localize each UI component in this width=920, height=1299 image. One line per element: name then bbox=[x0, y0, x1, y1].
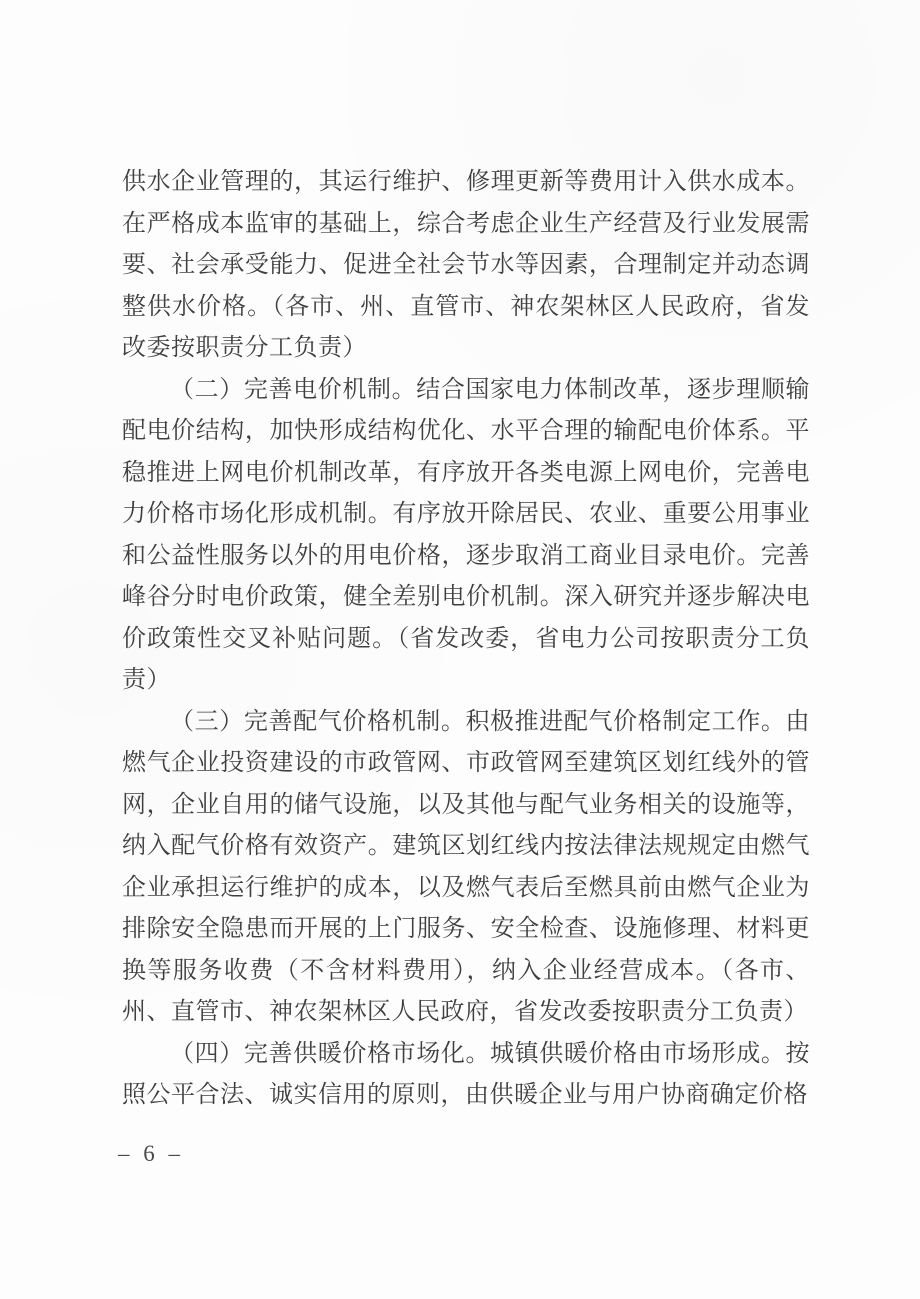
document-body bbox=[122, 162, 810, 1117]
section-paragraph-3-gas-distribution-price: （三）完善配气价格机制。积极推进配气价格制定工作。由燃气企业投资建设的市政管网、市政管网至建筑区划红线外的管网，企业自用的储气设施，以及其他与配气业务相关的设施等，纳入配气价格有效资产。建筑区划红线内按法律法规规定由燃气企业承担运行维护的成本，以及燃气表后至燃具前由燃气企业为排除安全隐患而开展的上门服务、安全检查、设施修理、材料更换等服务收费（不含材料费用），纳入企业经营成本。（各市、州、直管市、神农架林区人民政府，省发改委按职责分工负责） bbox=[122, 708, 810, 1025]
body-paragraph-continued: 供水企业管理的，其运行维护、修理更新等费用计入供水成本。在严格成本监审的基础上，综合考虑企业生产经营及行业发展需要、社会承受能力、促进全社会节水等因素，合理制定并动态调整供水价格。（各市、州、直管市、神农架林区人民政府，省发改委按职责分工负责） bbox=[122, 169, 810, 361]
section-paragraph-2-electricity-price: （二）完善电价机制。结合国家电力体制改革，逐步理顺输配电价结构，加快形成结构优化、水平合理的输配电价体系。平稳推进上网电价机制改革，有序放开各类电源上网电价，完善电力价格市场化形成机制。有序放开除居民、农业、重要公用事业和公益性服务以外的用电价格，逐步取消工商业目录电价。完善峰谷分时电价政策，健全差别电价机制。深入研究并逐步解决电价政策性交叉补贴问题。（省发改委，省电力公司按职责分工负责） bbox=[122, 376, 810, 693]
section-paragraph-4-heating-price: （四）完善供暖价格市场化。城镇供暖价格由市场形成。按照公平合法、诚实信用的原则，由供暖企业与用户协商确定价格 bbox=[122, 1040, 810, 1108]
page-number: – 6 – bbox=[118, 1141, 184, 1166]
